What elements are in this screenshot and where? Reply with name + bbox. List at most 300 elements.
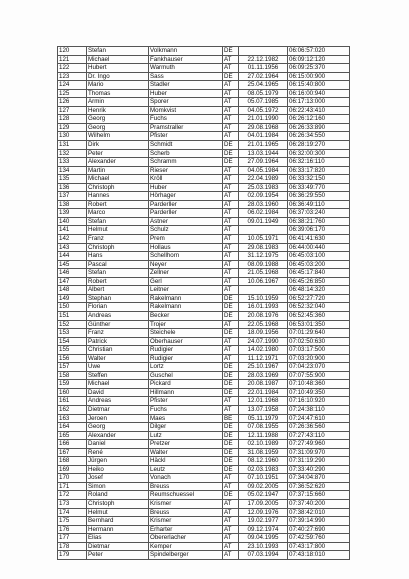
- nationality-cell: AT: [223, 243, 239, 252]
- birth-date-cell: 07.08.1955: [239, 423, 288, 432]
- nationality-cell: AT: [223, 209, 239, 218]
- first-name-cell: Dr. Ingo: [87, 72, 149, 81]
- rank-cell: 132: [58, 149, 87, 158]
- last-name-cell: Dilger: [149, 423, 223, 432]
- table-row: [58, 337, 350, 346]
- rank-cell: 120: [58, 47, 87, 56]
- first-name-cell: Florian: [87, 303, 149, 312]
- nationality-cell: AT: [223, 166, 239, 175]
- rank-cell: 152: [58, 320, 87, 329]
- time-cell: 06:32:16:110: [288, 158, 350, 167]
- time-cell: 07:33:40:290: [288, 465, 350, 474]
- time-cell: 06:17:13:000: [288, 98, 350, 107]
- last-name-cell: Pickard: [149, 380, 223, 389]
- nationality-cell: AT: [223, 260, 239, 269]
- birth-date-cell: 13.03.1944: [239, 149, 288, 158]
- last-name-cell: Astner: [149, 217, 223, 226]
- time-cell: 07:03:17:500: [288, 346, 350, 355]
- rank-cell: 151: [58, 311, 87, 320]
- nationality-cell: DE: [223, 388, 239, 397]
- rank-cell: 135: [58, 175, 87, 184]
- first-name-cell: Georg: [87, 115, 149, 124]
- last-name-cell: Häckl: [149, 457, 223, 466]
- last-name-cell: Spindelberger: [149, 551, 223, 560]
- rank-cell: 177: [58, 534, 87, 543]
- rank-cell: 164: [58, 423, 87, 432]
- rank-cell: 154: [58, 337, 87, 346]
- time-cell: 06:22:43:410: [288, 106, 350, 115]
- nationality-cell: AT: [223, 346, 239, 355]
- birth-date-cell: 12.11.1988: [239, 431, 288, 440]
- nationality-cell: AT: [223, 89, 239, 98]
- last-name-cell: Schulz: [149, 226, 223, 235]
- table-row: [58, 499, 350, 508]
- time-cell: 06:38:21:760: [288, 217, 350, 226]
- last-name-cell: Fuchs: [149, 405, 223, 414]
- time-cell: 07:27:49:960: [288, 440, 350, 449]
- rank-cell: 179: [58, 551, 87, 560]
- birth-date-cell: 12.09.1976: [239, 508, 288, 517]
- birth-date-cell: 21.01.1990: [239, 115, 288, 124]
- table-row: [58, 72, 350, 81]
- table-row: [58, 192, 350, 201]
- first-name-cell: Marco: [87, 209, 149, 218]
- time-cell: 06:26:34:550: [288, 132, 350, 141]
- last-name-cell: Schellhorn: [149, 252, 223, 261]
- last-name-cell: Rudigier: [149, 354, 223, 363]
- first-name-cell: Pascal: [87, 260, 149, 269]
- first-name-cell: Dietmar: [87, 405, 149, 414]
- last-name-cell: Pfister: [149, 397, 223, 406]
- table-row: [58, 106, 350, 115]
- first-name-cell: Michael: [87, 380, 149, 389]
- birth-date-cell: 20.08.1976: [239, 311, 288, 320]
- last-name-cell: Rakelmann: [149, 294, 223, 303]
- last-name-cell: Leitner: [149, 286, 223, 295]
- table-row: [58, 440, 350, 449]
- nationality-cell: AT: [223, 320, 239, 329]
- nationality-cell: DE: [223, 371, 239, 380]
- rank-cell: 153: [58, 329, 87, 338]
- time-cell: 06:36:49:110: [288, 200, 350, 209]
- table-row: [58, 517, 350, 526]
- time-cell: 07:10:48:360: [288, 380, 350, 389]
- birth-date-cell: 08.05.1979: [239, 89, 288, 98]
- rank-cell: 178: [58, 542, 87, 551]
- table-row: [58, 380, 350, 389]
- last-name-cell: Volkmann: [149, 47, 223, 56]
- rank-cell: 165: [58, 431, 87, 440]
- time-cell: 06:32:00:300: [288, 149, 350, 158]
- first-name-cell: Armin: [87, 98, 149, 107]
- results-table: [57, 46, 350, 560]
- time-cell: 06:52:27:720: [288, 294, 350, 303]
- first-name-cell: Mario: [87, 81, 149, 90]
- first-name-cell: Stefan: [87, 47, 149, 56]
- nationality-cell: DE: [223, 457, 239, 466]
- birth-date-cell: 27.09.1964: [239, 158, 288, 167]
- table-row: [58, 286, 350, 295]
- birth-date-cell: 05.11.1979: [239, 414, 288, 423]
- last-name-cell: Lortz: [149, 363, 223, 372]
- first-name-cell: Michael: [87, 55, 149, 64]
- nationality-cell: AT: [223, 397, 239, 406]
- nationality-cell: AT: [223, 81, 239, 90]
- table-row: [58, 465, 350, 474]
- time-cell: 07:07:55:900: [288, 371, 350, 380]
- table-row: [58, 294, 350, 303]
- rank-cell: 162: [58, 405, 87, 414]
- time-cell: 06:48:14:320: [288, 286, 350, 295]
- first-name-cell: Simon: [87, 482, 149, 491]
- table-row: [58, 149, 350, 158]
- rank-cell: 148: [58, 286, 87, 295]
- last-name-cell: Parderller: [149, 200, 223, 209]
- nationality-cell: AT: [223, 123, 239, 132]
- nationality-cell: AT: [223, 64, 239, 73]
- rank-cell: 144: [58, 252, 87, 261]
- nationality-cell: AT: [223, 235, 239, 244]
- time-cell: 07:31:09:970: [288, 448, 350, 457]
- last-name-cell: Hörhager: [149, 192, 223, 201]
- rank-cell: 147: [58, 277, 87, 286]
- birth-date-cell: 22.01.1984: [239, 388, 288, 397]
- table-row: [58, 89, 350, 98]
- time-cell: 06:15:40:800: [288, 81, 350, 90]
- birth-date-cell: 27.02.1964: [239, 72, 288, 81]
- first-name-cell: Steffen: [87, 371, 149, 380]
- time-cell: 06:53:01:350: [288, 320, 350, 329]
- time-cell: 07:37:40:200: [288, 499, 350, 508]
- birth-date-cell: 15.10.1959: [239, 294, 288, 303]
- rank-cell: 170: [58, 474, 87, 483]
- first-name-cell: René: [87, 448, 149, 457]
- first-name-cell: Jeroen: [87, 414, 149, 423]
- time-cell: 06:33:49:770: [288, 183, 350, 192]
- time-cell: 07:43:18:010: [288, 551, 350, 560]
- time-cell: 06:39:06:170: [288, 226, 350, 235]
- last-name-cell: Obererlacher: [149, 534, 223, 543]
- birth-date-cell: [239, 47, 288, 56]
- rank-cell: 146: [58, 269, 87, 278]
- table-row: [58, 311, 350, 320]
- table-row: [58, 260, 350, 269]
- time-cell: 06:33:17:820: [288, 166, 350, 175]
- table-row: [58, 47, 350, 56]
- nationality-cell: AT: [223, 551, 239, 560]
- first-name-cell: Hans: [87, 252, 149, 261]
- table-row: [58, 448, 350, 457]
- last-name-cell: Neyer: [149, 260, 223, 269]
- rank-cell: 137: [58, 192, 87, 201]
- last-name-cell: Sporer: [149, 98, 223, 107]
- table-row: [58, 132, 350, 141]
- rank-cell: 168: [58, 457, 87, 466]
- last-name-cell: Breuss: [149, 482, 223, 491]
- table-row: [58, 226, 350, 235]
- time-cell: 06:15:00:900: [288, 72, 350, 81]
- first-name-cell: Andreas: [87, 397, 149, 406]
- last-name-cell: Lutz: [149, 431, 223, 440]
- table-row: [58, 414, 350, 423]
- nationality-cell: AT: [223, 106, 239, 115]
- birth-date-cell: 19.02.1977: [239, 517, 288, 526]
- first-name-cell: Henrik: [87, 106, 149, 115]
- last-name-cell: Guschel: [149, 371, 223, 380]
- nationality-cell: DE: [223, 149, 239, 158]
- birth-date-cell: 28.03.1969: [239, 371, 288, 380]
- time-cell: 06:45:26:850: [288, 277, 350, 286]
- last-name-cell: Hollaus: [149, 243, 223, 252]
- birth-date-cell: 16.01.1993: [239, 303, 288, 312]
- birth-date-cell: 25.10.1967: [239, 363, 288, 372]
- first-name-cell: Elias: [87, 534, 149, 543]
- time-cell: 06:06:57:020: [288, 47, 350, 56]
- rank-cell: 126: [58, 98, 87, 107]
- first-name-cell: Stefan: [87, 217, 149, 226]
- nationality-cell: AT: [223, 55, 239, 64]
- rank-cell: 133: [58, 158, 87, 167]
- rank-cell: 149: [58, 294, 87, 303]
- nationality-cell: AT: [223, 517, 239, 526]
- time-cell: 07:03:20:900: [288, 354, 350, 363]
- last-name-cell: Schramm: [149, 158, 223, 167]
- nationality-cell: BE: [223, 414, 239, 423]
- rank-cell: 157: [58, 363, 87, 372]
- last-name-cell: Krismer: [149, 517, 223, 526]
- birth-date-cell: 06.02.1984: [239, 209, 288, 218]
- first-name-cell: Michael: [87, 175, 149, 184]
- birth-date-cell: 21.01.1965: [239, 141, 288, 150]
- nationality-cell: AT: [223, 217, 239, 226]
- time-cell: 07:42:59:760: [288, 534, 350, 543]
- last-name-cell: Gerl: [149, 277, 223, 286]
- first-name-cell: Robert: [87, 277, 149, 286]
- birth-date-cell: 22.04.1989: [239, 175, 288, 184]
- birth-date-cell: 01.11.1956: [239, 64, 288, 73]
- birth-date-cell: 04.05.1972: [239, 106, 288, 115]
- last-name-cell: Steichele: [149, 329, 223, 338]
- time-cell: 07:40:27:690: [288, 525, 350, 534]
- time-cell: 06:28:19:270: [288, 141, 350, 150]
- time-cell: 06:45:03:100: [288, 252, 350, 261]
- rank-cell: 139: [58, 209, 87, 218]
- rank-cell: 136: [58, 183, 87, 192]
- first-name-cell: Franz: [87, 235, 149, 244]
- rank-cell: 166: [58, 440, 87, 449]
- time-cell: 07:34:04:870: [288, 474, 350, 483]
- results-table-body: [58, 47, 350, 560]
- last-name-cell: Walter: [149, 448, 223, 457]
- rank-cell: 125: [58, 89, 87, 98]
- first-name-cell: Patrick: [87, 337, 149, 346]
- first-name-cell: Christian: [87, 346, 149, 355]
- birth-date-cell: 29.08.1983: [239, 243, 288, 252]
- first-name-cell: Thomas: [87, 89, 149, 98]
- birth-date-cell: 24.07.1990: [239, 337, 288, 346]
- birth-date-cell: 12.01.1968: [239, 397, 288, 406]
- first-name-cell: Wilhelm: [87, 132, 149, 141]
- first-name-cell: Stefan: [87, 269, 149, 278]
- birth-date-cell: 02.10.1989: [239, 440, 288, 449]
- birth-date-cell: 28.03.1960: [239, 200, 288, 209]
- rank-cell: 150: [58, 303, 87, 312]
- nationality-cell: AT: [223, 525, 239, 534]
- nationality-cell: AT: [223, 226, 239, 235]
- last-name-cell: Vonach: [149, 474, 223, 483]
- last-name-cell: Leutz: [149, 465, 223, 474]
- table-row: [58, 277, 350, 286]
- time-cell: 06:26:33:890: [288, 123, 350, 132]
- birth-date-cell: 02.03.1983: [239, 465, 288, 474]
- table-row: [58, 508, 350, 517]
- table-row: [58, 534, 350, 543]
- rank-cell: 121: [58, 55, 87, 64]
- time-cell: 06:09:12:120: [288, 55, 350, 64]
- nationality-cell: DE: [223, 329, 239, 338]
- table-row: [58, 200, 350, 209]
- nationality-cell: AT: [223, 98, 239, 107]
- nationality-cell: AT: [223, 534, 239, 543]
- rank-cell: 128: [58, 115, 87, 124]
- first-name-cell: Alexander: [87, 158, 149, 167]
- first-name-cell: Walter: [87, 354, 149, 363]
- birth-date-cell: 04.05.1984: [239, 166, 288, 175]
- first-name-cell: Roland: [87, 491, 149, 500]
- first-name-cell: Andreas: [87, 311, 149, 320]
- nationality-cell: DE: [223, 141, 239, 150]
- last-name-cell: Hillmann: [149, 388, 223, 397]
- birth-date-cell: 25.03.1983: [239, 183, 288, 192]
- first-name-cell: Heiko: [87, 465, 149, 474]
- first-name-cell: Uwe: [87, 363, 149, 372]
- nationality-cell: DE: [223, 158, 239, 167]
- table-row: [58, 320, 350, 329]
- last-name-cell: Warmuth: [149, 64, 223, 73]
- first-name-cell: Peter: [87, 551, 149, 560]
- rank-cell: 173: [58, 499, 87, 508]
- last-name-cell: Rakelmann: [149, 303, 223, 312]
- first-name-cell: Josef: [87, 474, 149, 483]
- nationality-cell: DE: [223, 465, 239, 474]
- table-row: [58, 98, 350, 107]
- last-name-cell: Fankhauser: [149, 55, 223, 64]
- rank-cell: 163: [58, 414, 87, 423]
- rank-cell: 142: [58, 235, 87, 244]
- first-name-cell: Bernhard: [87, 517, 149, 526]
- birth-date-cell: 14.02.1980: [239, 346, 288, 355]
- nationality-cell: DE: [223, 423, 239, 432]
- first-name-cell: Helmut: [87, 508, 149, 517]
- table-row: [58, 525, 350, 534]
- nationality-cell: AT: [223, 337, 239, 346]
- nationality-cell: DE: [223, 380, 239, 389]
- rank-cell: 138: [58, 200, 87, 209]
- time-cell: 07:38:42:010: [288, 508, 350, 517]
- last-name-cell: Stadler: [149, 81, 223, 90]
- time-cell: 06:52:32:040: [288, 303, 350, 312]
- rank-cell: 124: [58, 81, 87, 90]
- time-cell: 07:10:49:350: [288, 388, 350, 397]
- table-row: [58, 55, 350, 64]
- table-row: [58, 217, 350, 226]
- table-row: [58, 474, 350, 483]
- nationality-cell: AT: [223, 183, 239, 192]
- first-name-cell: Helmut: [87, 226, 149, 235]
- birth-date-cell: 22.12.1982: [239, 55, 288, 64]
- time-cell: 07:24:38:110: [288, 405, 350, 414]
- nationality-cell: DE: [223, 303, 239, 312]
- time-cell: 07:37:15:660: [288, 491, 350, 500]
- rank-cell: 143: [58, 243, 87, 252]
- nationality-cell: DE: [223, 363, 239, 372]
- first-name-cell: Martin: [87, 166, 149, 175]
- nationality-cell: AT: [223, 192, 239, 201]
- time-cell: 07:01:29:640: [288, 329, 350, 338]
- last-name-cell: Becker: [149, 311, 223, 320]
- rank-cell: 175: [58, 517, 87, 526]
- table-row: [58, 269, 350, 278]
- birth-date-cell: 05.02.1947: [239, 491, 288, 500]
- last-name-cell: Scherb: [149, 149, 223, 158]
- first-name-cell: Stephan: [87, 294, 149, 303]
- birth-date-cell: 07.10.1951: [239, 474, 288, 483]
- table-row: [58, 64, 350, 73]
- nationality-cell: DE: [223, 440, 239, 449]
- birth-date-cell: 10.06.1967: [239, 277, 288, 286]
- table-row: [58, 243, 350, 252]
- nationality-cell: AT: [223, 132, 239, 141]
- birth-date-cell: 04.01.1984: [239, 132, 288, 141]
- rank-cell: 127: [58, 106, 87, 115]
- birth-date-cell: 17.09.2005: [239, 499, 288, 508]
- table-row: [58, 423, 350, 432]
- nationality-cell: AT: [223, 277, 239, 286]
- time-cell: 07:02:50:630: [288, 337, 350, 346]
- table-row: [58, 388, 350, 397]
- first-name-cell: Daniel: [87, 440, 149, 449]
- birth-date-cell: 11.12.1971: [239, 354, 288, 363]
- table-row: [58, 542, 350, 551]
- nationality-cell: AT: [223, 405, 239, 414]
- nationality-cell: DE: [223, 47, 239, 56]
- rank-cell: 140: [58, 217, 87, 226]
- last-name-cell: Sass: [149, 72, 223, 81]
- birth-date-cell: 08.12.1960: [239, 457, 288, 466]
- table-row: [58, 551, 350, 560]
- time-cell: 06:36:29:550: [288, 192, 350, 201]
- time-cell: 06:33:32:150: [288, 175, 350, 184]
- nationality-cell: AT: [223, 482, 239, 491]
- last-name-cell: Kemper: [149, 542, 223, 551]
- birth-date-cell: 10.05.1971: [239, 235, 288, 244]
- first-name-cell: Alexander: [87, 431, 149, 440]
- table-row: [58, 491, 350, 500]
- nationality-cell: AT: [223, 175, 239, 184]
- nationality-cell: DE: [223, 431, 239, 440]
- time-cell: 07:27:43:110: [288, 431, 350, 440]
- birth-date-cell: 20.08.1987: [239, 380, 288, 389]
- time-cell: 07:16:10:920: [288, 397, 350, 406]
- first-name-cell: Robert: [87, 200, 149, 209]
- time-cell: 06:41:41:630: [288, 235, 350, 244]
- nationality-cell: AT: [223, 200, 239, 209]
- rank-cell: 129: [58, 123, 87, 132]
- last-name-cell: Rudigier: [149, 346, 223, 355]
- last-name-cell: Erharter: [149, 525, 223, 534]
- rank-cell: 171: [58, 482, 87, 491]
- time-cell: 06:26:12:160: [288, 115, 350, 124]
